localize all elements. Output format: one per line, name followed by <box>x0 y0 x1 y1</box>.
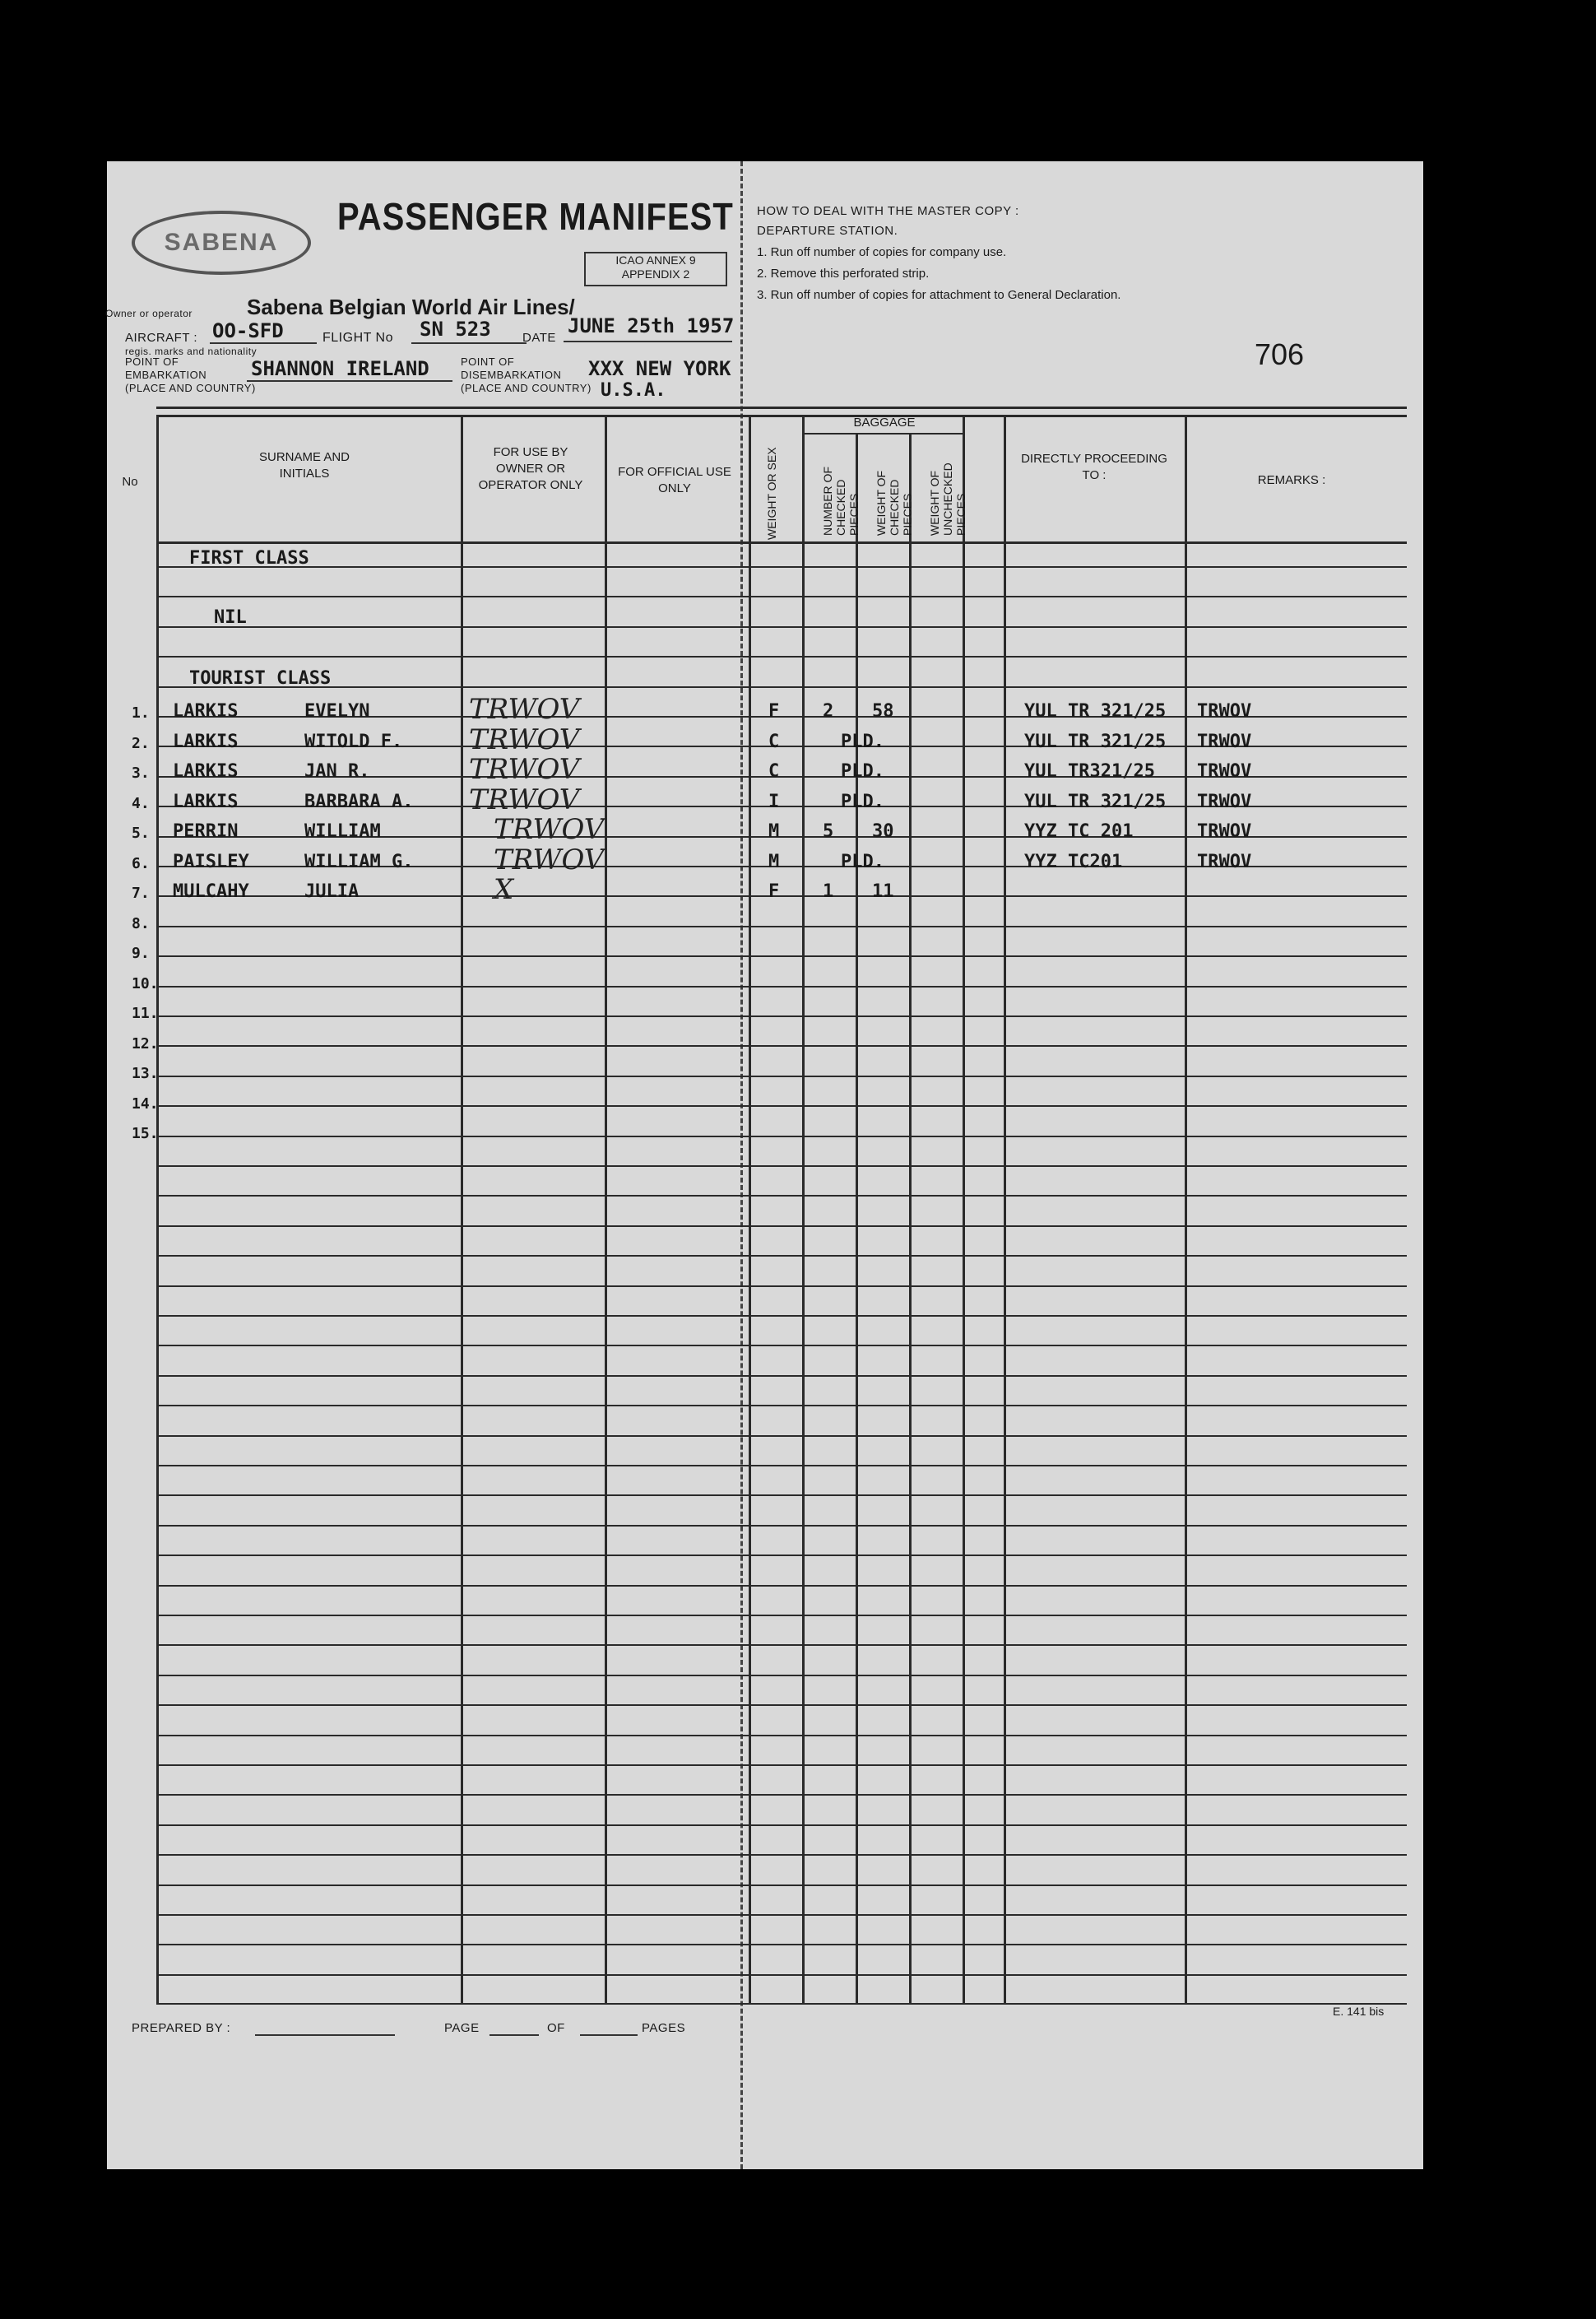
rule-line <box>156 1555 1407 1556</box>
remarks: TRWOV <box>1197 732 1252 752</box>
col-no: No <box>122 475 138 489</box>
row-number: 11. <box>132 1005 159 1022</box>
form-code: E. 141 bis <box>1333 2005 1385 2018</box>
row-number: 6. <box>132 855 150 872</box>
instructions-title: HOW TO DEAL WITH THE MASTER COPY : <box>757 204 1019 218</box>
owner-handwritten-mark: TRWOV <box>494 843 605 876</box>
embark-label-2: EMBARKATION <box>125 369 207 381</box>
passenger-initials: EVELYN <box>304 701 370 722</box>
date-value: JUNE 25th 1957 <box>568 314 735 337</box>
col-official: FOR OFFICIAL USE ONLY <box>618 465 731 495</box>
checked-pieces: 5 <box>823 821 834 842</box>
passenger-surname: LARKIS <box>173 792 239 812</box>
passenger-surname: LARKIS <box>173 761 239 782</box>
disembark-label-3: (PLACE AND COUNTRY) <box>461 382 592 394</box>
of-label: OF <box>547 2021 565 2035</box>
row-number: 4. <box>132 795 150 812</box>
proceeding-to: YUL TR321/25 <box>1024 761 1155 782</box>
rule-line <box>156 1525 1407 1527</box>
col-baggage: BAGGAGE <box>853 416 916 430</box>
proceeding-to: YUL TR 321/25 <box>1024 701 1167 722</box>
rule-line <box>156 656 1407 658</box>
rule-line <box>156 1944 1407 1945</box>
row-number: 7. <box>132 885 150 902</box>
rule-line <box>156 1704 1407 1706</box>
rule-line <box>156 955 1407 957</box>
checked-pieces: PLD. <box>841 792 884 812</box>
checked-weight: 58 <box>872 701 894 722</box>
rule-line <box>156 1015 1407 1017</box>
operator-label: Owner or operator <box>105 308 193 319</box>
embark-value: SHANNON IRELAND <box>251 357 429 380</box>
rule-line <box>156 1165 1407 1167</box>
rule-line <box>156 1974 1407 1976</box>
logo-text: SABENA <box>164 229 279 256</box>
rule-line <box>156 1045 1407 1047</box>
checked-pieces: 2 <box>823 701 834 722</box>
rule-line <box>156 1375 1407 1377</box>
embark-label-3: (PLACE AND COUNTRY) <box>125 382 256 394</box>
passenger-surname: PAISLEY <box>173 852 249 872</box>
proceeding-to: YYZ TC201 <box>1024 852 1123 872</box>
row-number: 3. <box>132 764 150 782</box>
rule-line <box>156 1494 1407 1496</box>
aircraft-sublabel: regis. marks and nationality <box>125 346 257 357</box>
rule-line <box>156 1255 1407 1257</box>
manifest-sheet <box>107 161 1423 2169</box>
rule-line <box>156 1315 1407 1317</box>
passenger-sex: M <box>768 821 780 842</box>
passenger-sex: M <box>768 852 780 872</box>
col-checked-weight: WEIGHT OF CHECKED PIECES <box>875 470 914 536</box>
form-title: PASSENGER MANIFEST <box>337 196 734 239</box>
remarks: TRWOV <box>1197 701 1252 722</box>
owner-handwritten-mark: TRWOV <box>469 723 580 756</box>
row-number: 15. <box>132 1125 159 1142</box>
remarks: TRWOV <box>1197 761 1252 782</box>
passenger-initials: WITOLD F. <box>304 732 403 752</box>
rule-line <box>156 1105 1407 1107</box>
disembark-country: U.S.A. <box>601 380 666 401</box>
rule-line <box>156 1405 1407 1406</box>
rule-line <box>156 926 1407 927</box>
flight-label: FLIGHT No <box>322 331 393 345</box>
checked-weight: 30 <box>872 821 894 842</box>
disembark-label-1: POINT OF <box>461 356 515 368</box>
passenger-surname: LARKIS <box>173 732 239 752</box>
rule-line <box>156 1794 1407 1796</box>
row-number: 10. <box>132 975 159 992</box>
rule-line <box>156 1345 1407 1346</box>
instruction-3: 3. Run off number of copies for attachment to General Declaration. <box>757 288 1121 302</box>
disembark-value: XXX NEW YORK <box>588 357 731 380</box>
checked-pieces: PLD. <box>841 761 884 782</box>
passenger-initials: WILLIAM G. <box>304 852 414 872</box>
page-label: PAGE <box>444 2021 480 2035</box>
owner-handwritten-mark: TRWOV <box>469 753 580 786</box>
page-number: 706 <box>1255 337 1305 371</box>
row-number: 5. <box>132 825 150 842</box>
rule-line <box>156 1615 1407 1616</box>
passenger-sex: C <box>768 761 780 782</box>
row-number: 12. <box>132 1035 159 1053</box>
rule-line <box>156 1644 1407 1646</box>
owner-handwritten-mark: TRWOV <box>494 813 605 846</box>
date-label: DATE <box>522 331 556 345</box>
owner-handwritten-mark: TRWOV <box>469 693 580 726</box>
operator-value: Sabena Belgian World Air Lines/ <box>247 295 575 319</box>
prepared-by-label: PREPARED BY : <box>132 2021 231 2035</box>
rule-line <box>156 566 1407 568</box>
instruction-1: 1. Run off number of copies for company use. <box>757 245 1007 259</box>
embark-label-1: POINT OF <box>125 356 179 368</box>
instructions-station: DEPARTURE STATION. <box>757 224 898 238</box>
row-number: 1. <box>132 704 150 722</box>
col-weight-sex: WEIGHT OR SEX <box>765 447 778 540</box>
rule-line <box>156 1675 1407 1676</box>
rule-line <box>156 1435 1407 1437</box>
rule-line <box>156 1764 1407 1766</box>
passenger-initials: WILLIAM <box>304 821 381 842</box>
rule-line <box>156 1225 1407 1227</box>
section-first-class: FIRST CLASS <box>189 548 309 569</box>
passenger-surname: PERRIN <box>173 821 239 842</box>
col-owner: FOR USE BY OWNER OR OPERATOR ONLY <box>478 445 583 492</box>
passenger-sex: F <box>768 881 780 902</box>
col-remarks: REMARKS : <box>1257 473 1326 487</box>
rule-line <box>156 1914 1407 1916</box>
checked-weight: 11 <box>872 881 894 902</box>
rule-line <box>156 1735 1407 1736</box>
annex-line-2: APPENDIX 2 <box>621 267 690 281</box>
row-number: 14. <box>132 1095 159 1113</box>
rule-line <box>156 686 1407 688</box>
passenger-initials: JULIA <box>304 881 360 902</box>
rule-line <box>156 1585 1407 1587</box>
rule-line <box>156 1076 1407 1077</box>
passenger-surname: LARKIS <box>173 701 239 722</box>
annex-line-1: ICAO ANNEX 9 <box>615 253 696 267</box>
instruction-2: 2. Remove this perforated strip. <box>757 267 930 281</box>
col-unchecked-weight: WEIGHT OF UNCHECKED PIECES <box>928 462 967 536</box>
remarks: TRWOV <box>1197 852 1252 872</box>
aircraft-value: OO-SFD <box>212 319 284 342</box>
owner-handwritten-mark: TRWOV <box>469 783 580 816</box>
passenger-sex: C <box>768 732 780 752</box>
proceeding-to: YUL TR 321/25 <box>1024 792 1167 812</box>
rule-line <box>156 1136 1407 1137</box>
section-tourist-class: TOURIST CLASS <box>189 668 332 689</box>
passenger-sex: I <box>768 792 780 812</box>
row-number: 2. <box>132 735 150 752</box>
checked-pieces: 1 <box>823 881 834 902</box>
owner-handwritten-mark: X <box>494 873 514 906</box>
passenger-sex: F <box>768 701 780 722</box>
passenger-initials: BARBARA A. <box>304 792 414 812</box>
row-number: 13. <box>132 1065 159 1082</box>
section-nil: NIL <box>214 607 247 628</box>
rule-line <box>156 596 1407 597</box>
remarks: TRWOV <box>1197 792 1252 812</box>
rule-line <box>156 986 1407 988</box>
passenger-surname: MULCAHY <box>173 881 249 902</box>
pages-label: PAGES <box>642 2021 686 2035</box>
col-surname: SURNAME AND INITIALS <box>258 450 350 481</box>
col-directly: DIRECTLY PROCEEDING TO : <box>1021 452 1167 482</box>
rule-line <box>156 1195 1407 1197</box>
passenger-initials: JAN R. <box>304 761 370 782</box>
proceeding-to: YUL TR 321/25 <box>1024 732 1167 752</box>
checked-pieces: PLD. <box>841 732 884 752</box>
rule-line <box>156 1824 1407 1826</box>
sabena-logo <box>132 211 311 275</box>
rule-line <box>156 1884 1407 1886</box>
row-number: 9. <box>132 945 150 962</box>
proceeding-to: YYZ TC 201 <box>1024 821 1134 842</box>
icao-annex-box <box>584 252 727 286</box>
aircraft-label: AIRCRAFT : <box>125 331 198 345</box>
col-checked-pieces: NUMBER OF CHECKED PIECES <box>821 467 861 536</box>
remarks: TRWOV <box>1197 821 1252 842</box>
rule-line <box>156 1285 1407 1287</box>
flight-value: SN 523 <box>420 318 491 341</box>
rule-line <box>156 626 1407 628</box>
rule-line <box>156 1465 1407 1466</box>
disembark-label-2: DISEMBARKATION <box>461 369 562 381</box>
rule-line <box>156 1854 1407 1856</box>
checked-pieces: PLD. <box>841 852 884 872</box>
row-number: 8. <box>132 915 150 932</box>
